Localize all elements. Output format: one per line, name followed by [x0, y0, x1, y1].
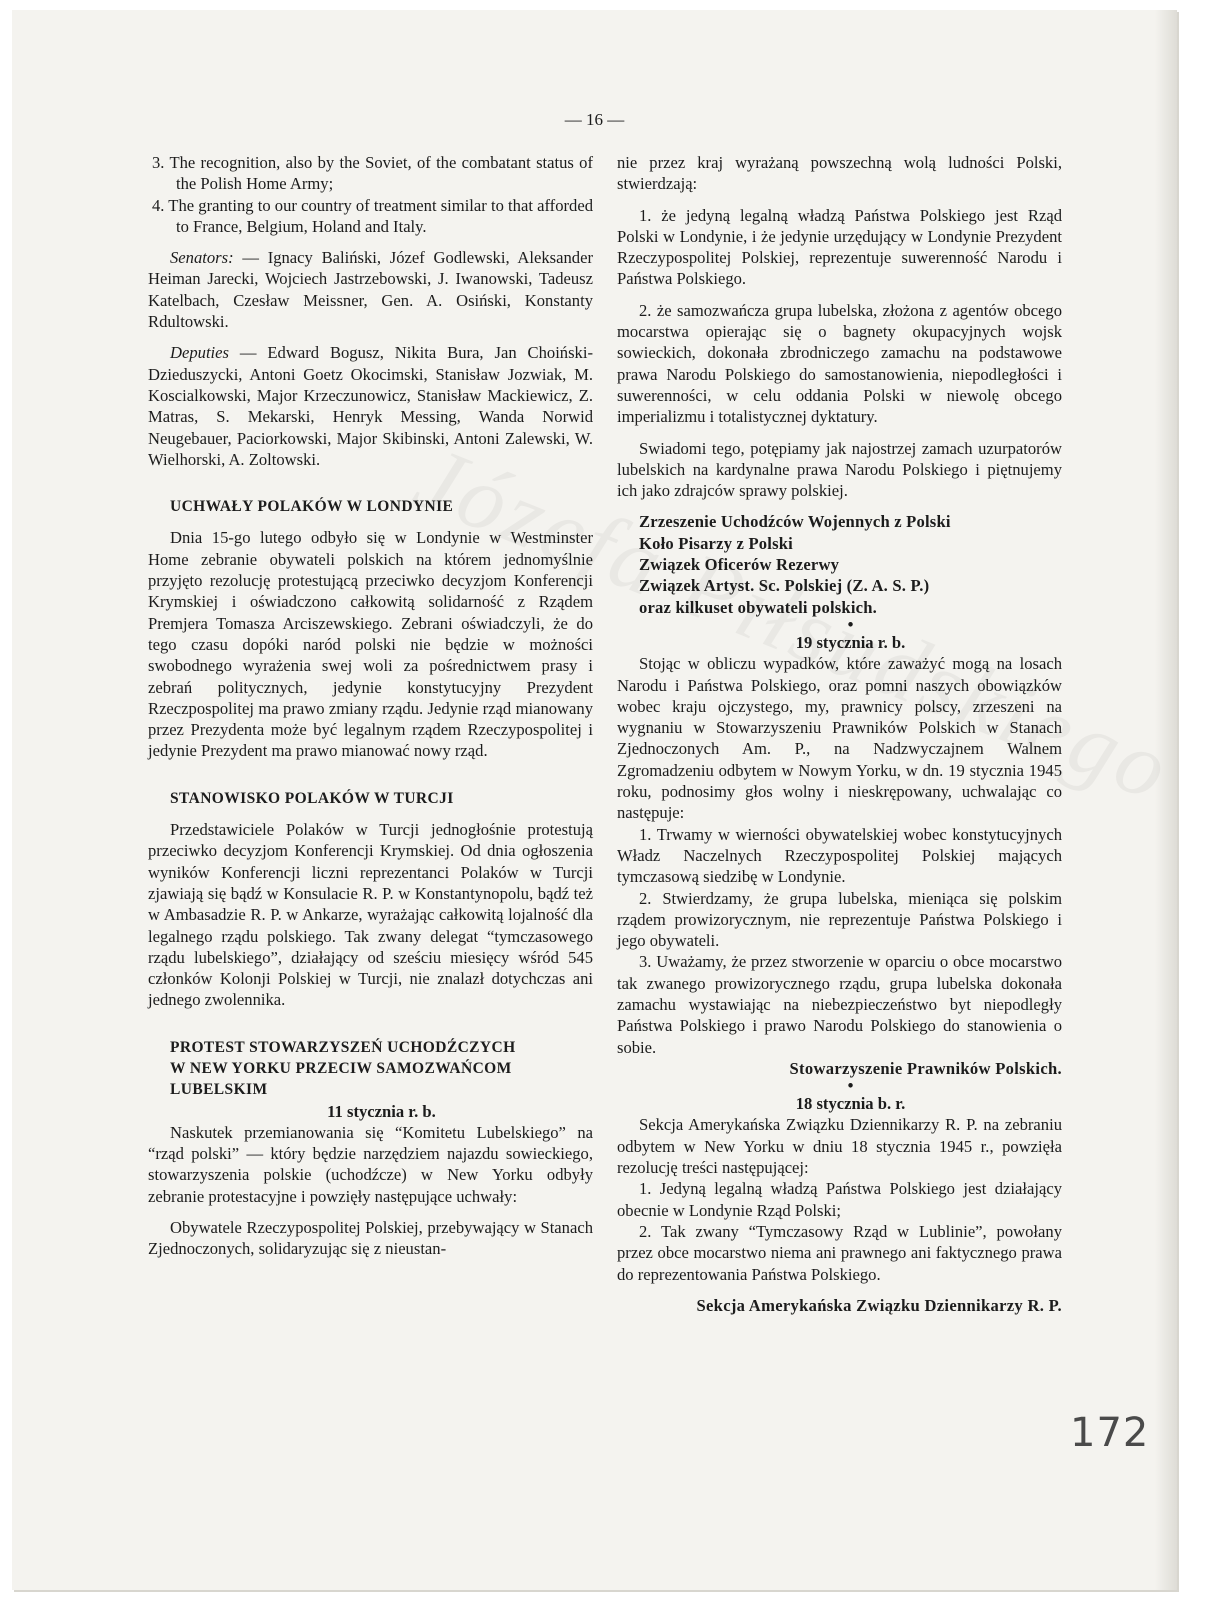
- jan19-point-2: 2. Stwierdzamy, że grupa lubelska, mieniąca się polskim rządem prowizorycznym, nie reprezentuje Państwa Polskiego i jego obywateli.: [617, 888, 1062, 951]
- list-item-3: 3. The recognition, also by the Soviet, of the combatant status of the Polish Home Army;: [152, 153, 593, 194]
- senators-names: — Ignacy Baliński, Józef Godlewski, Aleksander Heiman Jarecki, Wojciech Jastrzebowski, J. Iwanowski, Tadeusz Katelbach, Czesław Meissner, Gen. A. Osiński, Konstanty Rdultowski.: [148, 248, 593, 332]
- london-paragraph: Dnia 15-go lutego odbyło się w Londynie w Westminster Home zebranie obywateli polskich na którem jednomyślnie przyjęto rezolucję protestującą przeciwko decyzjom Konferencji Krymskiej i oświadczono całkowitą solidarność z Rządem Premjera Tomasza Arciszewskiego. Zebrani oświadczyli, że do tego czasu dopóki naród polski nie będzie w możności swobodnego wyrażenia swej woli za pośrednictwem prasy i zebrań politycznych, jedynie konstytucyjny Prezydent Rzeczpospolitej ma prawo zmiany rządu. Jedynie rząd mianowany przez Prezydenta może być legalnym rządem Rzeczypospolitej i jedynie Prezydent ma prawo mianować nowy rząd.: [148, 528, 593, 761]
- signatory-org-2: Koło Pisarzy z Polski: [639, 533, 793, 553]
- jan18-paragraph: Sekcja Amerykańska Związku Dziennikarzy R. P. na zebraniu odbytem w New Yorku w dniu 18 stycznia 1945 r., powzięła rezolucję treści następującej:: [617, 1115, 1062, 1178]
- signatory-org-5: oraz kilkuset obywateli polskich.: [639, 597, 878, 617]
- resolution-point-2: 2. że samozwańcza grupa lubelska, złożona z agentów obcego mocarstwa opierając się o bagnety okupacyjnych wojsk sowieckich, dokonała zbrodniczego zamachu na podstawowe prawa Narodu Polskiego do samostanowienia, niepodległości i suwerenności, w celu oddania Polski w niewolę obcego imperializmu i totalistycznej dyktatury.: [617, 300, 1062, 427]
- date-jan-18: 18 stycznia b. r.: [795, 1094, 906, 1114]
- jan19-paragraph: Stojąc w obliczu wypadków, które zaważyć mogą na losach Narodu i Państwa Polskiego, oraz pomni naszych obowiązków wobec kraju ojczystego, my, prawnicy polscy, zrzeszeni na wygnaniu w Stowarzyszeniu Prawników Polskich w Stanach Zjednoczonych Am. P., na Nadzwyczajnem Walnem Zgromadzeniu odbytem w Nowym Yorku, w dn. 19 stycznia 1945 roku, podnosimy głos wolny i nieskrępowany, uchwalając co następuje:: [617, 654, 1062, 823]
- turkey-paragraph: Przedstawiciele Polaków w Turcji jednogłośnie protestują przeciwko decyzjom Konferencji Krymskiej. Od dnia ogłoszenia wyników Konferencji liczni reprezentanci Polaków w Turcji zjawiają się bądź w Konsulacie R. P. w Konstantynopolu, bądź też w Ambasadzie R. P. w Ankarze, wyrażając całkowitą lojalność dla legalnego rządu polskiego. Tak zwany delegat “tymczasowego rządu lubelskiego”, działający od sześciu miesięcy wśród 545 członków Kolonji Polskiej w Turcji, nie znalazł dotychczas ani jednego zwolennika.: [148, 820, 593, 1010]
- resolution-point-1: 1. że jedyną legalną władzą Państwa Polskiego jest Rząd Polski w Londynie, i że jedynie urzędujący w Londynie Prezydent Rzeczypospolitej Polskiej, reprezentuje suwerenność Narodu i Państwa Polskiego.: [617, 205, 1062, 289]
- signatory-org-1: Zrzeszenie Uchodźców Wojennych z Polski: [639, 512, 951, 532]
- separator-bullet-2: •: [847, 1076, 854, 1096]
- page-number: — 16 —: [564, 110, 625, 129]
- deputies-label: Deputies: [170, 343, 229, 363]
- page-edge-shadow: [1155, 10, 1177, 1590]
- jan18-point-2: 2. Tak zwany “Tymczasowy Rząd w Lublinie”, powołany przez obce mocarstwo niema ani prawnego ani faktycznego prawa do reprezentowania Państwa Polskiego.: [617, 1221, 1062, 1284]
- date-jan-19: 19 stycznia r. b.: [795, 632, 906, 652]
- jan19-point-3: 3. Uważamy, że przez stworzenie w oparciu o obce mocarstwo tak zwanego prowizorycznego rządu, grupa lubelska dokonała zamachu wystawiając na niebezpieczeństwo byt niepodległy Państwa Polskiego i prawo Narodu Polskiego do stanowienia o sobie.: [617, 952, 1062, 1057]
- left-column: [148, 152, 593, 1260]
- continuation-paragraph: nie przez kraj wyrażaną powszechną wolą ludności Polski, stwierdzają:: [617, 153, 1062, 194]
- section-heading-london: UCHWAŁY POLAKÓW W LONDYNIE: [170, 498, 454, 516]
- separator-bullet-1: •: [847, 614, 854, 634]
- deputies-paragraph: [148, 342, 593, 470]
- handwritten-page-note: 172: [1070, 1410, 1150, 1456]
- signature-journalists: Sekcja Amerykańska Związku Dziennikarzy R. P.: [696, 1295, 1062, 1315]
- section-heading-protest-line1: PROTEST STOWARZYSZEŃ UCHODŹCZYCH: [170, 1038, 516, 1056]
- section-heading-turkey: STANOWISKO POLAKÓW W TURCJI: [170, 789, 454, 807]
- right-column: [617, 152, 1062, 1316]
- condemnation-paragraph: Swiadomi tego, potępiamy jak najostrzej zamach uzurpatorów lubelskich na kardynalne prawa Narodu Polskiego i piętnujemy ich jako zdrajców sprawy polskiej.: [617, 438, 1062, 501]
- document-page: [12, 10, 1177, 1590]
- deputies-names: — Edward Bogusz, Nikita Bura, Jan Choiński-Dzieduszycki, Antoni Goetz Okocimski, Stanisław Jozwiak, M. Koscialkowski, Major Krzeczunowicz, Stanisław Mackiewicz, Z. Matras, S. Mekarski, Henryk Messing, Wanda Norwid Neugebauer, Paciorkowski, Major Skibinski, Antoni Zalewski, W. Wielhorski, A. Zoltowski.: [148, 343, 593, 469]
- signatory-org-4: Związek Artyst. Sc. Polskiej (Z. A. S. P.): [639, 576, 930, 596]
- section-heading-protest-line2: W NEW YORKU PRZECIW SAMOZWAŃCOM: [170, 1059, 512, 1077]
- senators-paragraph: [148, 247, 593, 332]
- signature-lawyers: Stowarzyszenie Prawników Polskich.: [789, 1058, 1062, 1078]
- jan18-point-1: 1. Jedyną legalną władzą Państwa Polskiego jest działający obecnie w Londynie Rząd Polski;: [617, 1179, 1062, 1220]
- date-jan-11: 11 stycznia r. b.: [327, 1101, 436, 1121]
- list-item-4: 4. The granting to our country of treatment similar to that afforded to France, Belgium, Holand and Italy.: [152, 195, 593, 236]
- signatory-org-3: Związek Oficerów Rezerwy: [639, 555, 840, 575]
- senators-label: Senators:: [170, 248, 234, 268]
- jan19-point-1: 1. Trwamy w wierności obywatelskiej wobec konstytucyjnych Władz Naczelnych Rzeczypospolitej Polskiej mających tymczasową siedzibę w Londynie.: [617, 824, 1062, 887]
- jan11-paragraph: Naskutek przemianowania się “Komitetu Lubelskiego” na “rząd polski” — który będzie narzędziem najazdu sowieckiego, stowarzyszenia polskie (uchodźcze) w New Yorku odbyły zebranie protestacyjne i powzięły następujące uchwały:: [148, 1122, 593, 1206]
- citizens-paragraph: Obywatele Rzeczypospolitej Polskiej, przebywający w Stanach Zjednoczonych, solidaryzując się z nieustan-: [148, 1218, 593, 1259]
- section-heading-protest-line3: LUBELSKIM: [170, 1081, 268, 1099]
